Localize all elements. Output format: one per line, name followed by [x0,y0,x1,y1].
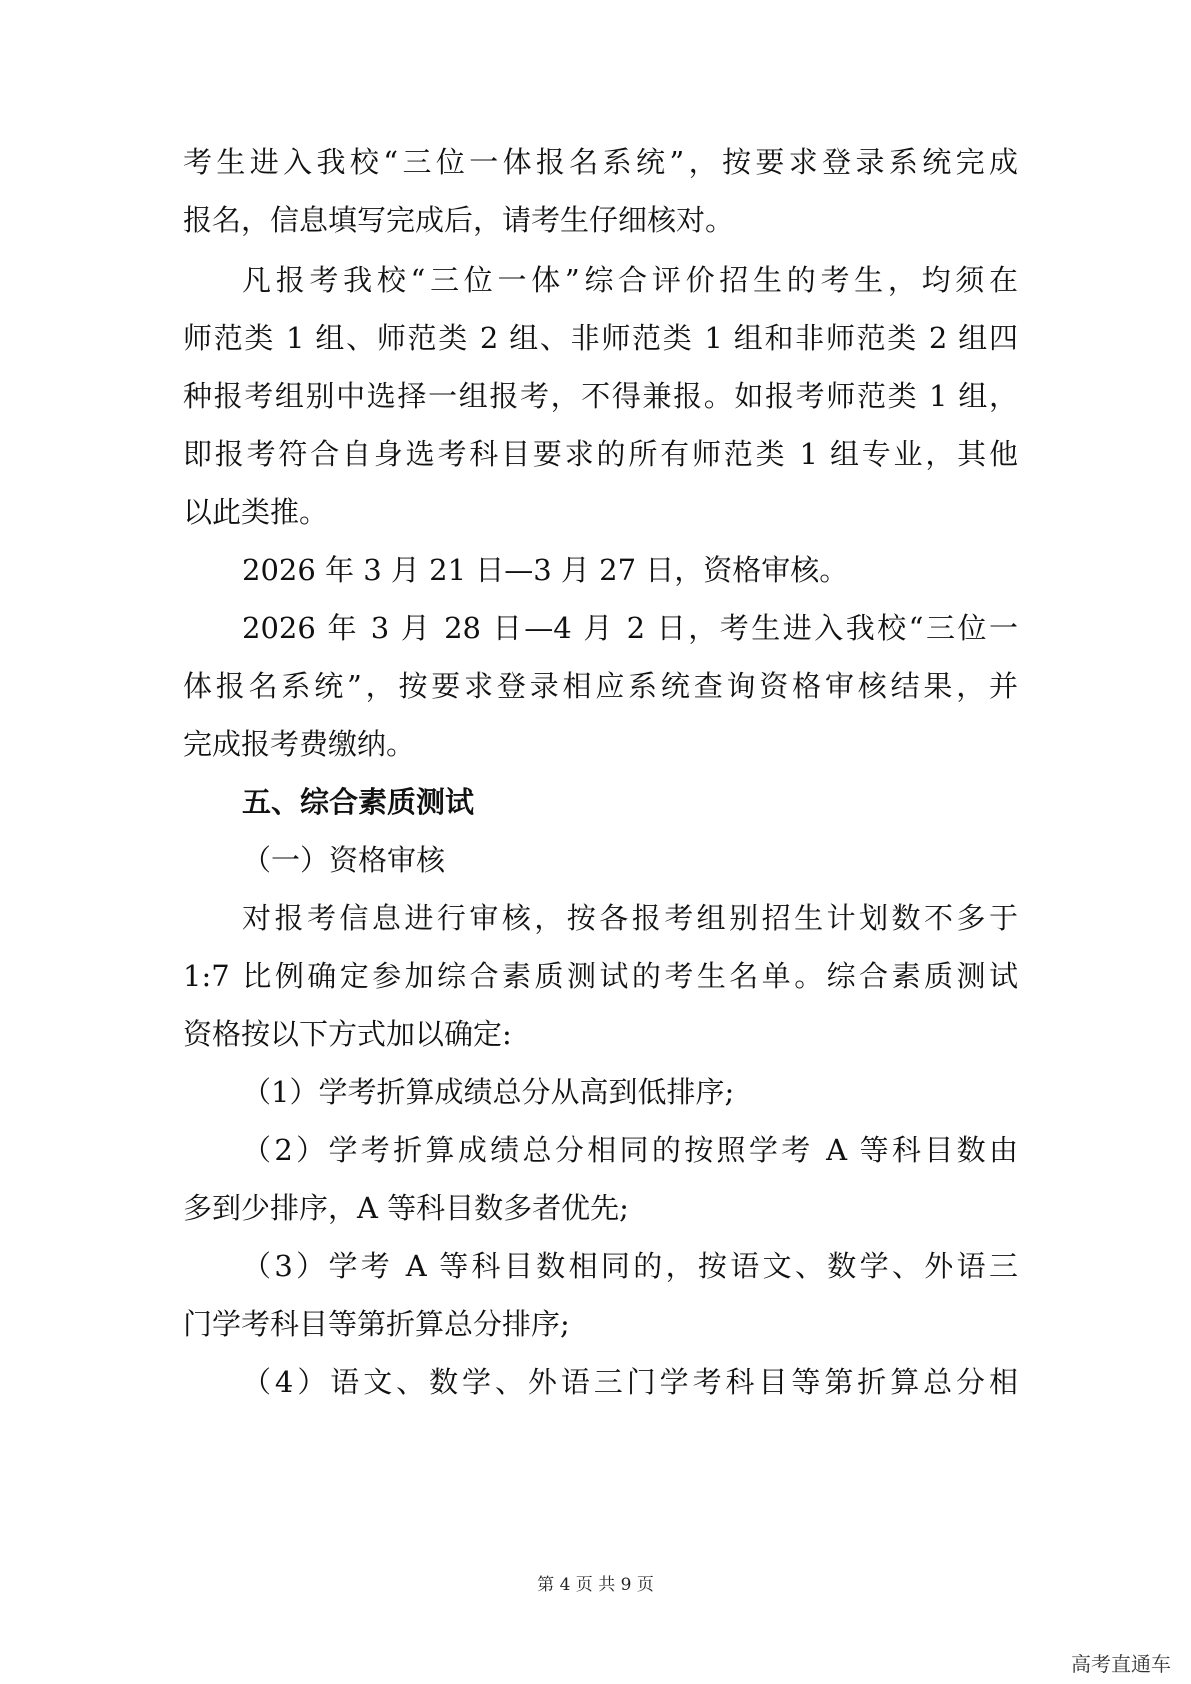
body-line: 资格按以下方式加以确定: [183,1017,512,1051]
list-item: （2）学考折算成绩总分相同的按照学考 A 等科目数由 [242,1133,1018,1167]
body-line: 凡报考我校“三位一体”综合评价招生的考生，均须在 [242,263,1018,297]
body-line: 师范类 1 组、师范类 2 组、非师范类 1 组和非师范类 2 组四 [183,321,1018,355]
watermark-logo-text: 高考直通车 [1071,1652,1171,1676]
body-line: 2026 年 3 月 28 日—4 月 2 日，考生进入我校“三位一 [242,611,1018,645]
list-item: （3）学考 A 等科目数相同的，按语文、数学、外语三 [242,1249,1018,1283]
list-item-continuation: 多到少排序，A 等科目数多者优先; [183,1191,629,1225]
body-line: 体报名系统”，按要求登录相应系统查询资格审核结果，并 [183,669,1018,703]
body-line: 完成报考费缴纳。 [183,727,416,761]
body-line: 以此类推。 [183,495,329,529]
page-number: 第 4 页 共 9 页 [537,1575,654,1595]
list-item-continuation: 门学考科目等第折算总分排序; [183,1307,570,1341]
body-line: 考生进入我校“三位一体报名系统”，按要求登录系统完成 [183,145,1018,179]
subsection-heading: （一）资格审核 [242,843,446,877]
list-item: （1）学考折算成绩总分从高到低排序; [242,1075,735,1109]
body-line: 种报考组别中选择一组报考，不得兼报。如报考师范类 1 组， [183,379,1018,413]
body-line: 报名，信息填写完成后，请考生仔细核对。 [183,203,735,237]
body-line: 对报考信息进行审核，按各报考组别招生计划数不多于 [242,901,1018,935]
body-line: 1:7 比例确定参加综合素质测试的考生名单。综合素质测试 [183,959,1018,993]
body-line: 即报考符合自身选考科目要求的所有师范类 1 组专业，其他 [183,437,1018,471]
body-line: 2026 年 3 月 21 日—3 月 27 日，资格审核。 [242,553,849,587]
list-item: （4）语文、数学、外语三门学考科目等第折算总分相 [242,1365,1018,1399]
section-heading: 五、综合素质测试 [242,785,475,819]
